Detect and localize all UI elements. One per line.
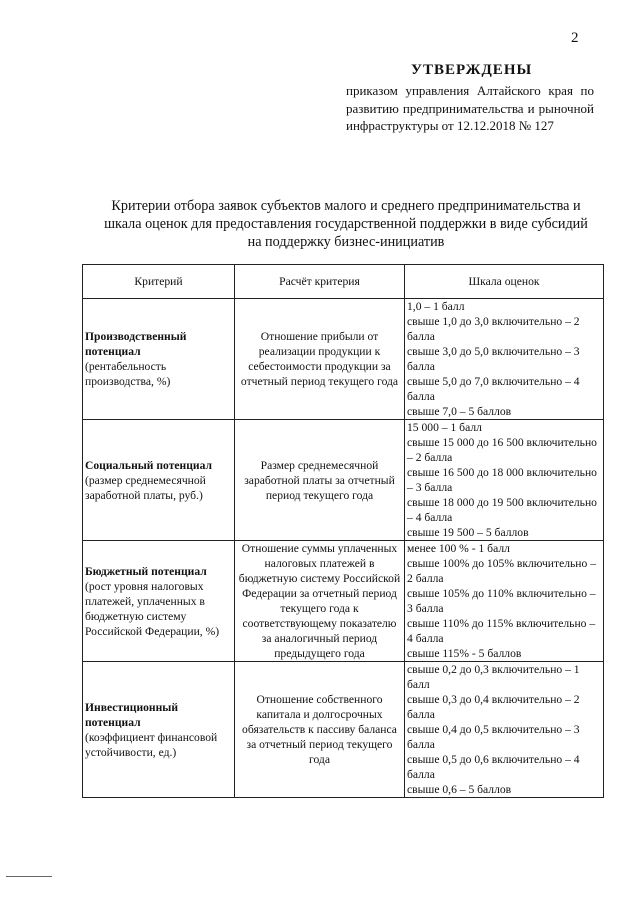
criterion-cell — [83, 420, 235, 541]
header-calculation: Расчёт критерия — [235, 265, 405, 299]
header-scale: Шкала оценок — [405, 265, 604, 299]
scale-item: свыше 19 500 – 5 баллов — [407, 526, 529, 539]
page-number: 2 — [571, 30, 579, 46]
calculation-cell: Отношение прибыли от реализации продукции к себестоимости продукции за отчетный период текущего года — [235, 299, 405, 420]
approval-title: УТВЕРЖДЕНЫ — [411, 62, 533, 78]
criterion-cell — [83, 662, 235, 798]
criterion-name: Производственный потенциал — [85, 330, 187, 358]
criterion-cell — [83, 541, 235, 662]
scale-item: свыше 0,3 до 0,4 включительно – 2 балла — [407, 693, 580, 721]
header-criterion: Критерий — [83, 265, 235, 299]
footer-divider — [6, 876, 52, 877]
scale-item: свыше 1,0 до 3,0 включительно – 2 балла — [407, 315, 580, 343]
criteria-table — [82, 264, 604, 798]
scale-cell — [405, 420, 604, 541]
criterion-name: Социальный потенциал — [85, 458, 212, 472]
scale-item: свыше 115% - 5 баллов — [407, 647, 522, 660]
criterion-description: (рост уровня налоговых платежей, уплаченных в бюджетную систему Российской Федерации, %) — [85, 579, 220, 638]
table-row — [83, 662, 604, 798]
scale-item: свыше 16 500 до 18 000 включительно – 3 балла — [407, 466, 597, 494]
calculation-cell: Размер среднемесячной заработной платы за отчетный период текущего года — [235, 420, 405, 541]
scale-item: свыше 0,6 – 5 баллов — [407, 783, 512, 796]
criterion-description: (рентабельность производства, %) — [85, 360, 171, 388]
scale-item: 15 000 – 1 балл — [407, 421, 482, 434]
scale-item: свыше 110% до 115% включительно – 4 балла — [407, 617, 596, 645]
criterion-description: (размер среднемесячной заработной платы, руб.) — [85, 473, 206, 502]
scale-item: свыше 0,2 до 0,3 включительно – 1 балл — [407, 663, 580, 691]
calculation-cell: Отношение суммы уплаченных налоговых платежей в бюджетную систему Российской Федерации за отчетный период текущего года к соответствующему показателю за аналогичный период предыдущего года — [235, 541, 405, 662]
criterion-cell — [83, 299, 235, 420]
criterion-name: Бюджетный потенциал — [85, 564, 207, 578]
scale-item: свыше 0,4 до 0,5 включительно – 3 балла — [407, 723, 580, 751]
scale-cell — [405, 299, 604, 420]
criterion-description: (коэффициент финансовой устойчивости, ед.) — [85, 730, 218, 759]
scale-item: свыше 0,5 до 0,6 включительно – 4 балла — [407, 753, 580, 781]
document-title: Критерии отбора заявок субъектов малого и среднего предпринимательства и шкала оценок для предоставления государственной поддержки в виде субсидий на поддержку бизнес-инициатив — [104, 198, 588, 250]
scale-item: свыше 15 000 до 16 500 включительно – 2 балла — [407, 436, 597, 464]
criterion-name: Инвестиционный потенциал — [85, 700, 179, 729]
approval-text: приказом управления Алтайского края по развитию предпринимательства и рыночной инфраструктуры от 12.12.2018 № 127 — [346, 83, 594, 133]
scale-item: свыше 5,0 до 7,0 включительно – 4 балла — [407, 375, 580, 403]
calculation-cell: Отношение собственного капитала и долгосрочных обязательств к пассиву баланса за отчетный период текущего года — [235, 662, 405, 798]
scale-cell — [405, 541, 604, 662]
scale-item: свыше 100% до 105% включительно – 2 балла — [407, 557, 596, 585]
table-row — [83, 299, 604, 420]
scale-item: свыше 105% до 110% включительно – 3 балла — [407, 587, 596, 615]
table-header-row — [83, 265, 604, 299]
table-row — [83, 541, 604, 662]
scale-item: свыше 3,0 до 5,0 включительно – 3 балла — [407, 345, 580, 373]
scale-item: свыше 7,0 – 5 баллов — [407, 405, 512, 418]
scale-item: менее 100 % - 1 балл — [407, 542, 510, 555]
scale-item: свыше 18 000 до 19 500 включительно – 4 балла — [407, 496, 597, 524]
scale-item: 1,0 – 1 балл — [407, 300, 465, 313]
approval-block — [346, 62, 594, 135]
table-row — [83, 420, 604, 541]
scale-cell — [405, 662, 604, 798]
